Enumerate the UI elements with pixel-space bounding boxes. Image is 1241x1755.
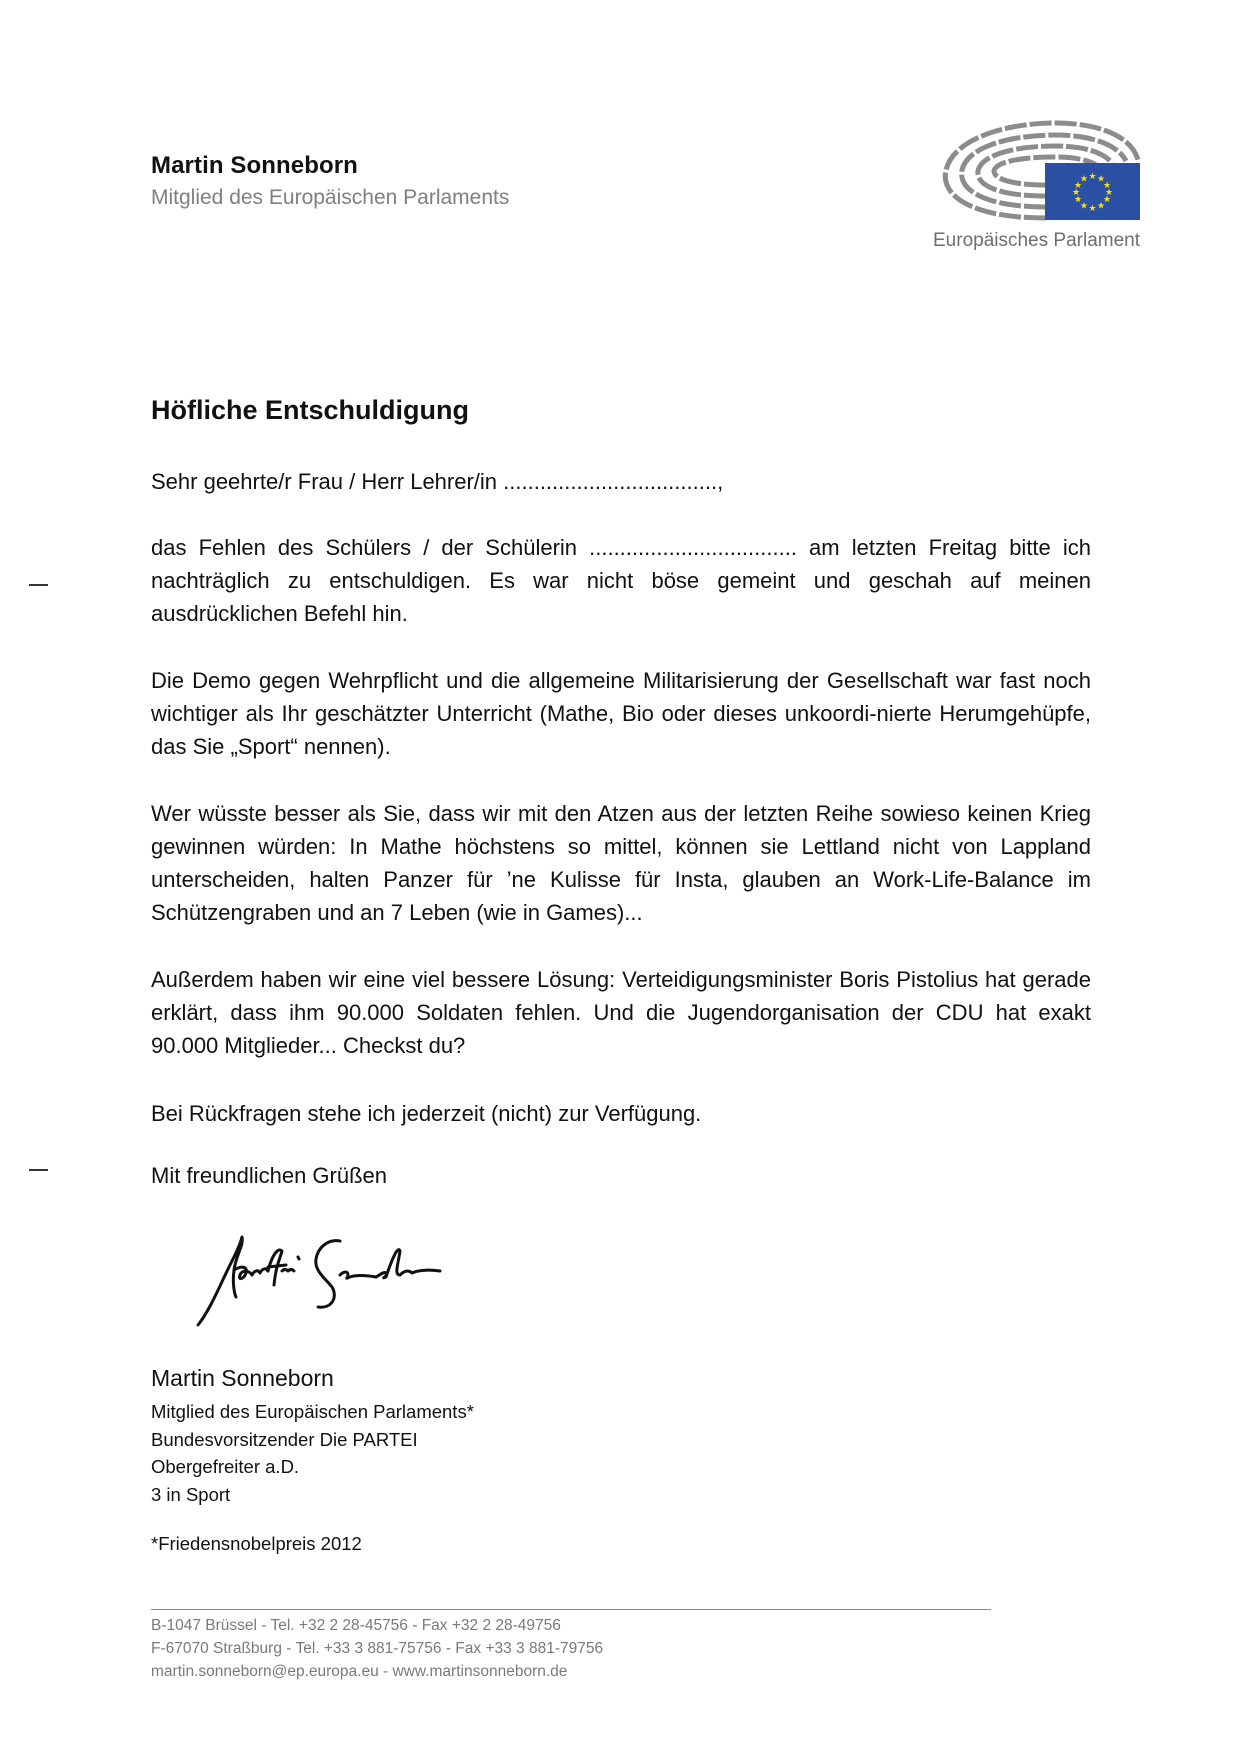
paragraph: Wer wüsste besser als Sie, dass wir mit den Atzen aus der letzten Reihe sowieso keinen Krieg gewinnen würden: In Mathe höchstens so mittel, können sie Lettland nicht von Lappland unterscheiden, halten Panzer für ’ne Kulisse für Insta, glauben an Work-Life-Balance im Schützengraben und an 7 Leben (wie in Games)... <box>151 801 1091 925</box>
salutation: Sehr geehrte/r Frau / Herr Lehrer/in ..................................., <box>151 469 724 494</box>
signatory-title: Bundesvorsitzender Die PARTEI <box>151 1428 418 1450</box>
sender-name: Martin Sonneborn <box>151 152 358 179</box>
sender-role: Mitglied des Europäischen Parlaments <box>151 186 510 209</box>
fold-mark <box>29 584 48 586</box>
svg-text:★: ★ <box>1073 195 1083 205</box>
footnote: *Friedensnobelpreis 2012 <box>151 1533 362 1554</box>
footer-divider <box>151 1609 991 1610</box>
signatory-titles <box>151 1398 474 1508</box>
svg-text:★: ★ <box>1104 188 1114 198</box>
paragraph: Bei Rückfragen stehe ich jederzeit (nicht) zur Verfügung. <box>151 1101 702 1126</box>
signatory-title: 3 in Sport <box>151 1483 231 1505</box>
closing: Mit freundlichen Grüßen <box>151 1163 387 1188</box>
footer-contact <box>151 1614 603 1683</box>
footer-address-strasbourg: F-67070 Straßburg - Tel. +33 3 881-75756 - Fax +33 3 881-79756 <box>151 1640 604 1657</box>
svg-text:★: ★ <box>1088 204 1097 214</box>
svg-text:★: ★ <box>1071 188 1081 198</box>
svg-text:★: ★ <box>1096 174 1106 185</box>
svg-text:★: ★ <box>1102 195 1112 205</box>
svg-text:★: ★ <box>1096 201 1106 212</box>
footer-email-web: martin.sonneborn@ep.europa.eu - www.martinsonneborn.de <box>151 1663 568 1680</box>
paragraph: Die Demo gegen Wehrpflicht und die allgemeine Militarisierung der Gesellschaft war fast noch wichtiger als Ihr geschätzter Unterricht (Mathe, Bio oder dieses unkoordi-nierte Herumgehüpfe, das Sie „Sport“ nennen). <box>151 668 1091 759</box>
svg-text:★: ★ <box>1079 174 1089 185</box>
signature-icon <box>190 1225 590 1345</box>
signatory-name: Martin Sonneborn <box>151 1365 334 1391</box>
fold-mark <box>29 1169 48 1171</box>
footer-address-brussels: B-1047 Brüssel - Tel. +32 2 28-45756 - Fax +32 2 28-49756 <box>151 1617 561 1634</box>
logo-caption: Europäisches Parlament <box>933 230 1140 251</box>
letter-title: Höfliche Entschuldigung <box>151 395 469 425</box>
paragraph: Außerdem haben wir eine viel bessere Lösung: Verteidigungsminister Boris Pistolius hat gerade erklärt, dass ihm 90.000 Soldaten fehlen. Und die Jugendorganisation der CDU hat exakt 90.000 Mitglieder... Checkst du? <box>151 967 1091 1058</box>
svg-text:★: ★ <box>1073 181 1083 191</box>
paragraph: das Fehlen des Schülers / der Schülerin .................................. am letzten Freitag bitte ich nachträglich zu entschuldigen. Es war nicht böse gemeint und geschah auf meinen ausdrücklichen Befehl hin. <box>151 535 1091 626</box>
svg-text:★: ★ <box>1088 172 1097 182</box>
signatory-title: Mitglied des Europäischen Parlaments* <box>151 1401 474 1422</box>
signatory-title: Obergefreiter a.D. <box>151 1456 300 1477</box>
european-parliament-logo-icon <box>940 115 1140 225</box>
svg-text:★: ★ <box>1079 201 1089 212</box>
svg-text:★: ★ <box>1102 181 1112 191</box>
